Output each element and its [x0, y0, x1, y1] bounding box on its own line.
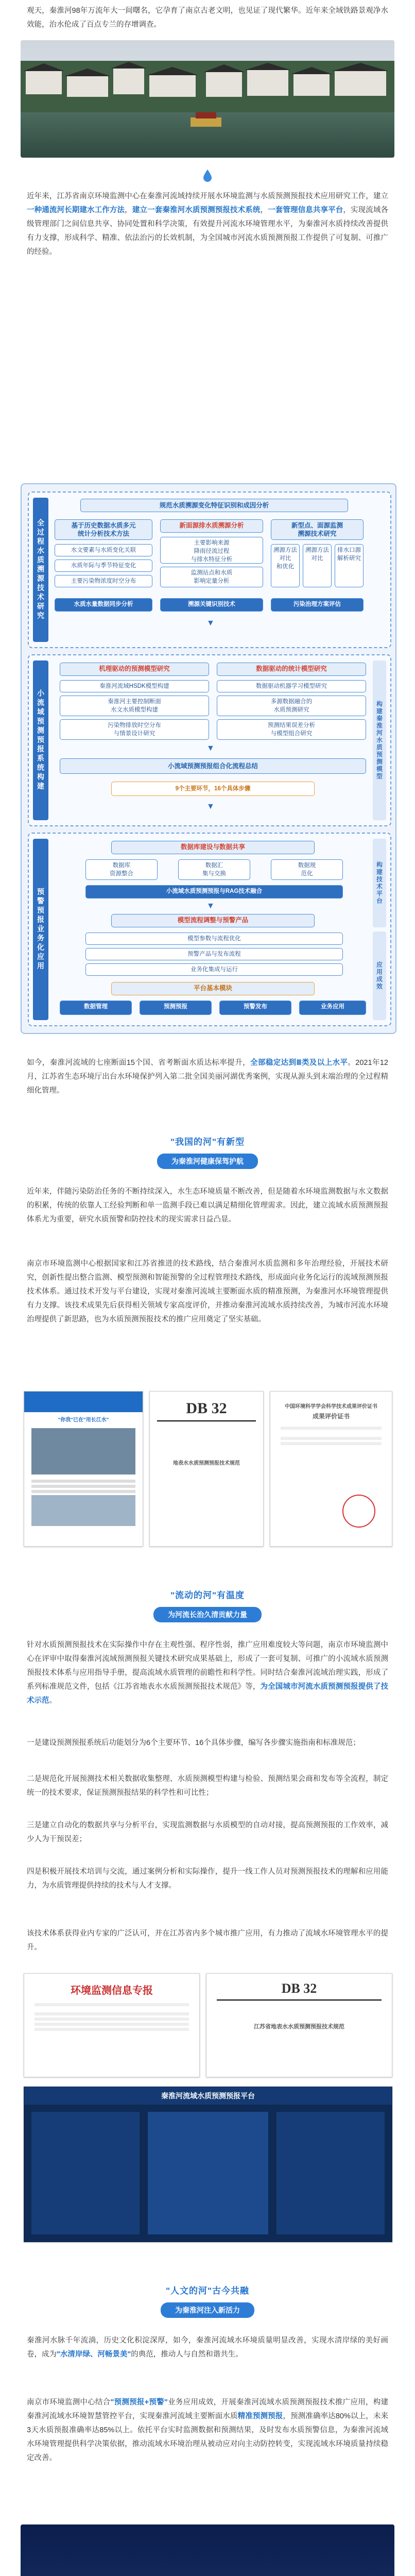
bulletin-title: "你我"已在"用长江水"	[58, 1417, 109, 1423]
section3-side-label-1: 构建技术平台	[373, 839, 386, 927]
heading1-badge: 为秦淮河健康保驾护航	[157, 1154, 258, 1169]
section3-mid-item: 业务化集成与运行	[85, 963, 343, 976]
standard-document	[149, 1391, 264, 1547]
paragraph-recognition: 该技术体系获得业内专家的广泛认可，并在江苏省内多个城市推广应用，有力推动了流域水环境管理水平的提升。	[27, 1929, 388, 1952]
section1-right-item: 溯源方法对比 和优化	[271, 544, 300, 587]
para6-highlight: 为全国城市河流水质预测预报提供了技术示范	[27, 1683, 389, 1705]
down-arrow-icon: ▼	[206, 619, 215, 628]
dashboard-screenshot	[24, 2087, 392, 2242]
provincial-standard-document	[206, 1973, 392, 2077]
para2-text: 近年来，江苏省南京环境监测中心在秦淮河流域持续开展水环境监测与水质预测预报技术应用研究工作，建立	[27, 192, 388, 200]
section1-mid-item: 监测站点和水质 影响定量分析	[160, 567, 263, 587]
paragraph-technique: 南京市环境监测中心根据国家和江苏省推进的技术路线，结合秦淮河水质监测和多年治理经验，开展技术研究，创新性提出整合监测、模型预测和智能预警的全过程管理技术路线，形成面向业务化运行的流域预测预报技术体系。通过技术开发与平台建设，实现对秦淮河流域主要断面水质的精准预测，为秦淮河水环境管理提供有力支撑。该技术成果先后获得相关领域专家高度评价，并推动秦淮河流域水质持续改善，为城市河流水环境治理提供了新思路，也为水质预测预报技术的推广应用奠定了坚实基础。	[27, 1260, 388, 1324]
section2-right-item: 预测结果误差分析 与模型组合研究	[217, 719, 366, 740]
section2-left-item: 污染物排放时空分布 与情景设计研究	[60, 719, 209, 740]
technical-framework-diagram	[21, 483, 396, 1034]
para9-c: ，预测准确率达80%以上，未来3天水质预报准确率达85%以上。依托平台实时监测数据和预测结果，及时发布水质预警信息，为秦淮河流域水环境管理提供科学决策依据，推动流域水环境治理从被动应对向主动防控转变，实现流域水环境质量持续稳定改善。	[27, 2412, 388, 2462]
section1-bottom-item: 污染治理方案评估	[271, 598, 364, 612]
heading3-title: "人文的河"古今共融	[165, 2286, 250, 2296]
section3-db-item: 数据库 资源整合	[85, 859, 158, 880]
magazine-document	[24, 1973, 200, 2077]
section-heading-1	[0, 1133, 415, 1169]
para9-highlight-2: 精准预测预报	[237, 2412, 283, 2420]
section1-mid-title: 新面源排水质溯源分析	[160, 519, 263, 533]
section3-side-label-2: 应用成效	[373, 931, 386, 1020]
certificate-document	[270, 1391, 392, 1547]
section2-label: 小流域预测预报系统构建	[33, 660, 48, 820]
section3-pools: 小流域水质预测预报与RAG技术融合	[85, 885, 343, 899]
section3-label: 预警预报业务化应用	[33, 839, 48, 1020]
para6-text: 针对水质预测预报技术在实际操作中存在主观性强、程序性弱，推广应用难度较大等问题，南京市环境监测中心在评审中取得秦淮河流域预测预报关键技术研究成果基础上，形成了一套可复制、可推广的小流域水质预测预报技术体系与应用指导手册，提高流域水质管理的前瞻性和科学性。同时结合秦淮河流域治理实践，形成了系列标准规范文件，包括《江苏省地表水水质预测预报技术规范》等，	[27, 1641, 388, 1691]
heading1-title: "我国的河"有新型	[170, 1137, 245, 1147]
bullet-item: 三是建立自动化的数据共享与分析平台，实现监测数据与水质模型的自动对接，提高预测预报的工作效率，减少人为干预误差；	[27, 1821, 388, 1843]
para2-highlight-2: 建立一套秦淮河水质预测预报技术系统	[132, 206, 261, 214]
section3-module: 数据管理	[60, 1001, 132, 1015]
section1-right-item: 排水口源 解析研究	[335, 544, 364, 587]
paragraph-research-intro	[27, 190, 389, 256]
para6-end: 。	[49, 1697, 57, 1705]
diagram-section-business-application	[28, 833, 391, 1026]
paragraph-standardization	[27, 1638, 388, 1708]
section3-db-item: 数据汇 集与交换	[178, 859, 250, 880]
section1-left-item: 主要污染物浓度时空分布	[55, 575, 152, 587]
dashboard-title: 秦淮河流域水质预测预报平台	[24, 2087, 392, 2105]
diagram-section-source-tracing	[28, 492, 391, 648]
section3-module: 预测预报	[140, 1001, 212, 1015]
section1-head: 规范水质溯源变化特征识别和成因分析	[80, 499, 348, 512]
section3-platform: 平台基本模块	[111, 982, 315, 995]
section2-summary: 小流域预测预报组合化流程总结	[60, 758, 366, 774]
section-heading-2	[0, 1587, 415, 1622]
provincial-standard-title: 江苏省地表水水质预测预报技术规范	[254, 2024, 344, 2030]
section2-models: 9个主要环节，16个具体步骤	[111, 782, 315, 796]
para3-highlight: 全部稳定达到Ⅲ类及以上水平	[250, 1059, 348, 1067]
certificate-subtitle: 成果评价证书	[312, 1413, 350, 1420]
section3-module: 预警发布	[219, 1001, 291, 1015]
photo-qinhuai-night	[21, 2524, 394, 2576]
para2-rest: ，实现流域各级管理部门之间信息共享、协同处置和科学决策，有效提升河流水环境管理水平，为秦淮河水质持续改善提供有力支撑，形成科学、精准、依法治污的长效机制，为全国城市河流水质预测预报工作提供了可复制、可推广的经验。	[27, 206, 389, 256]
heading2-badge: 为河流长治久清贡献力量	[153, 1607, 262, 1622]
para3-text: 如今，秦淮河流域的七座断面15个国、省考断面水质达标率提升，	[27, 1059, 251, 1067]
section-heading-3	[0, 2282, 415, 2318]
para8-text: 秦淮河水脉千年流淌，历史文化积淀深厚，如今，秦淮河流域水环境质量明显改善，实现水清岸绿的美好画卷，成为	[27, 2336, 388, 2359]
down-arrow-icon: ▼	[206, 902, 215, 910]
section2-right-item: 多源数据融合的 水质预测研究	[217, 696, 366, 716]
bullet-item: 四是积极开展技术培训与交流，通过案例分析和实际操作，提升一线工作人员对预测预报技术的理解和应用能力，为水质管理提供持续的技术与人才支撑。	[27, 1868, 388, 1890]
paragraph-results	[27, 1056, 388, 1098]
intro-paragraph: 观天，秦淮河98年万流年大一间曙名，它孕育了南京古老文明，也见证了现代繁华。近年来全域铁路景观净水效能，治水伦成了百点专兰的存增调查。	[27, 7, 388, 29]
heading3-badge: 为秦淮河注入新活力	[161, 2302, 254, 2318]
section1-right-item: 溯源方法 对比	[303, 544, 332, 587]
down-arrow-icon: ▼	[206, 744, 215, 753]
diagram-section-prediction-system	[28, 654, 391, 826]
section3-mid-item: 预警产品与发布流程	[85, 948, 343, 960]
section2-left-item: 秦淮河流域HSDK模型构建	[60, 680, 209, 692]
standard-code: DB 32	[186, 1400, 227, 1417]
section1-left-item: 水文要素与水质变化关联	[55, 544, 152, 556]
section3-module: 业务应用	[299, 1001, 366, 1015]
paragraph-background: 近年来，伴随污染防治任务的不断持续深入，水生态环境质量不断改善，但是随着水环境监测数据与水文数据的积累，传统的依靠人工经验判断和单一监测手段已难以满足精细化管理需求。因此，建立流域水质预测预报体系尤为重要，研究水质预警和防控技术的现实需求日益凸显。	[27, 1188, 388, 1224]
section1-label: 全过程水质溯源技术研究	[33, 498, 48, 642]
para8-highlight: "水清岸绿、河畅景美"	[57, 2350, 131, 2359]
para9-b: 业务应用成效，开展秦淮河流域水质预测预报技术推广应用，构建秦淮河流域水环境智慧管控平台，实现秦淮河流域主要断面水质	[27, 2398, 389, 2420]
section3-top: 数据库建设与数据共享	[111, 841, 315, 854]
section1-right-title: 新型点、面源监测 溯源技术研究	[271, 519, 364, 540]
section1-left-item: 水质年际与季节特征变化	[55, 560, 152, 572]
para2-highlight-1: 一种通流河长期建水工作方法	[27, 206, 125, 214]
paragraph-platform	[27, 2396, 388, 2465]
water-drop-icon	[202, 169, 213, 182]
section3-db-item: 数据规 范化	[271, 859, 343, 880]
section1-bottom-item: 水质水量数据同步分析	[55, 598, 152, 612]
para2-sep: ，	[125, 206, 132, 214]
down-arrow-icon: ▼	[206, 802, 215, 811]
para9-a: 南京市环境监测中心结合	[27, 2398, 111, 2406]
photo-qinhuai-river	[21, 40, 394, 158]
section1-bottom-item: 溯源关键识别技术	[160, 598, 263, 612]
bullet-item: 二是规范化开展预测技术相关数据收集整理、水质预测模型构建与检验、预测结果会商和发布等全流程，制定统一的技术要求，保证预测预报结果的科学性和可比性；	[27, 1775, 388, 1797]
section1-left-title: 基于历史数据水质多元 统计分析技术方法	[55, 519, 152, 540]
para3-rest: 。2021年12月，江苏省生态环境厅出台水环境保护列入第二批全国美丽河湖优秀案例，实现从源头到末端治理的全过程精细化管理。	[27, 1059, 388, 1095]
bullet-item: 一是建设预测预报系统后功能划分为6个主要环节、16个具体步骤，编写各步骤实施指南和标准规范；	[27, 1739, 360, 1747]
magazine-title: 环境监测信息专报	[71, 1985, 153, 1996]
paragraph-culture	[27, 2334, 388, 2362]
section1-mid-item: 主要影响来源 降雨径流过程 与排水特征分析	[160, 537, 263, 564]
certificate-title: 中国环境科学学会科学技术成果评价证书	[285, 1404, 377, 1410]
heading2-title: "流动的河"有温度	[170, 1590, 245, 1600]
red-seal-icon	[342, 1495, 375, 1528]
section3-mid-item: 模型参数与流程优化	[85, 933, 343, 945]
section2-right-item: 数据驱动机器学习模型研究	[217, 680, 366, 692]
section3-mid: 模型流程调整与预警产品	[111, 914, 315, 927]
section2-right-title: 数据驱动的统计模型研究	[217, 663, 366, 676]
section2-side-label: 构建秦淮河水质预测模型	[373, 660, 386, 820]
bulletin-document	[24, 1391, 143, 1547]
para2-sep2: ，	[260, 206, 268, 214]
provincial-standard-code: DB 32	[281, 1981, 317, 1996]
para8-end: 的典范，推动人与自然和谐共生。	[131, 2350, 243, 2359]
section2-left-item: 秦淮河主要控制断面 水文水质模型构建	[60, 696, 209, 716]
standard-title: 地表水水质预测预报技术规范	[173, 1461, 240, 1466]
para2-highlight-3: 一套管理信息共享平台	[268, 206, 343, 214]
section2-left-title: 机理驱动的预测模型研究	[60, 663, 209, 676]
para9-highlight-1: "预测预报+预警"	[110, 2398, 168, 2406]
